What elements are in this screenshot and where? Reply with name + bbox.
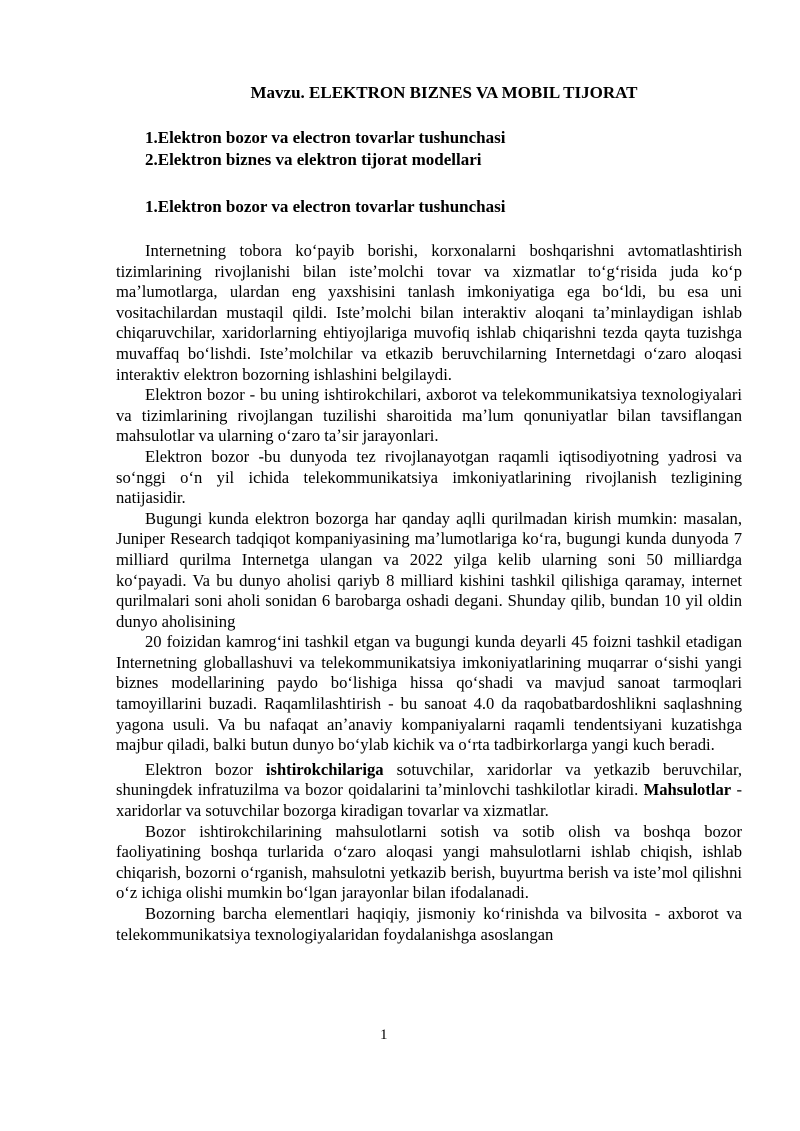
paragraph <box>116 760 742 822</box>
paragraph: 20 foizidan kamrogʻini tashkil etgan va bugungi kunda deyarli 45 foizni tashkil etadigan Internetning globallashuvi va telekommunikatsiya imkoniyatlarining muqarrar oʻsishi yangi biznes modellarining paydo boʻlishiga hissa qoʻshadi va mavjud sanoat tarmoqlari tamoyillarini buzadi. Raqamlilashtirish - bu sanoat 4.0 da raqobatbardoshlikni saqlashning yagona usuli. Va bu nafaqat anʼanaviy kompaniyalarni raqamli tendentsiyani kuzatishga majbur qiladi, balki butun dunyo boʻylab kichik va oʻrta tadbirkorlarga yangi kuch beradi. <box>116 632 742 755</box>
section-heading: 1.Elektron bozor va electron tovarlar tushunchasi <box>145 197 506 216</box>
toc-item: 2.Elektron biznes va elektron tijorat modellari <box>145 150 482 169</box>
bold-term: ishtirokchilariga <box>265 759 384 779</box>
paragraph-text: - xaridorlar va sotuvchilar bozorga kiradigan tovarlar va xizmatlar. <box>116 780 742 821</box>
toc-item: 1.Elektron bozor va electron tovarlar tushunchasi <box>145 128 506 147</box>
paragraph: Bugungi kunda elektron bozorga har qanday aqlli qurilmadan kirish mumkin: masalan, Juniper Research tadqiqot kompaniyasining maʼlumotlariga koʻra, bugungi kunda dunyoda 7 milliard qurilma Internetga ulangan va 2022 yilga kelib ularning soni 50 milliardga koʻpayadi. Va bu dunyo aholisi qariyb 8 milliard kishini tashkil qilishiga qaramay, internet qurilmalari soni aholi sonidan 6 barobarga oshadi degani. Shunday qilib, bundan 10 yil oldin dunyo aholisining <box>116 508 742 631</box>
paragraph: Elektron bozor - bu uning ishtirokchilari, axborot va telekommunikatsiya texnologiyalari va tizimlarining rivojlangan tuzilishi sharoitida maʼlum qonuniyatlar bilan tavsiflangan mahsulotlar va ularning oʻzaro taʼsir jarayonlari. <box>116 385 742 446</box>
document-title: Mavzu. ELEKTRON BIZNES VA MOBIL TIJORAT <box>250 83 638 102</box>
paragraph: Bozor ishtirokchilarining mahsulotlarni sotish va sotib olish va boshqa bozor faoliyatining boshqa turlarida oʻzaro aloqasi yangi mahsulotlarni ishlab chiqish, ishlab chiqarish, bozorni oʻrganish, mahsulotni yetkazib berish, buyurtma berish va isteʼmol qilishni oʻz ichiga olishi mumkin boʻlgan jarayonlar bilan ifodalanadi. <box>116 821 742 903</box>
paragraph: Internetning tobora koʻpayib borishi, korxonalarni boshqarishni avtomatlashtirish tizimlarining rivojlanishi bilan isteʼmolchi tovar va xizmatlar toʻgʻrisida juda koʻp maʼlumotlarga, ulardan eng yaxshisini tanlash imkoniyatiga ega boʻldi, bu esa uni vositachilardan mustaqil qildi. Isteʼmolchi bilan interaktiv aloqani taʼminlaydigan ishlab chiqaruvchilar, xaridorlarning ehtiyojlariga muvofiq ishlab chiqarishni tezda qayta tuzishga muvaffaq boʻlishdi. Isteʼmolchilar va etkazib beruvchilarning Internetdagi oʻzaro aloqasi interaktiv elektron bozorning ishlashini belgilaydi. <box>116 241 742 384</box>
paragraph: Bozorning barcha elementlari haqiqiy, jismoniy koʻrinishda va bilvosita - axborot va telekommunikatsiya texnologiyalaridan foydalanishga asoslangan <box>116 904 742 944</box>
paragraph-text: Elektron bozor <box>145 759 266 779</box>
paragraph: Elektron bozor -bu dunyoda tez rivojlanayotgan raqamli iqtisodiyotning yadrosi va soʻnggi oʻn yil ichida telekommunikatsiya imkoniyatlarining rivojlanish tezligining natijasidir. <box>116 446 742 508</box>
paragraph-text: sotuvchilar, xaridorlar va yetkazib beruvchilar, shuningdek infratuzilma va bozor qoidalarini taʼminlovchi tashkilotlar kiradi. <box>116 759 742 800</box>
table-of-contents <box>145 127 505 171</box>
body-text <box>116 241 742 945</box>
page-number: 1 <box>380 1027 388 1043</box>
bold-term: Mahsulotlar <box>643 780 732 800</box>
